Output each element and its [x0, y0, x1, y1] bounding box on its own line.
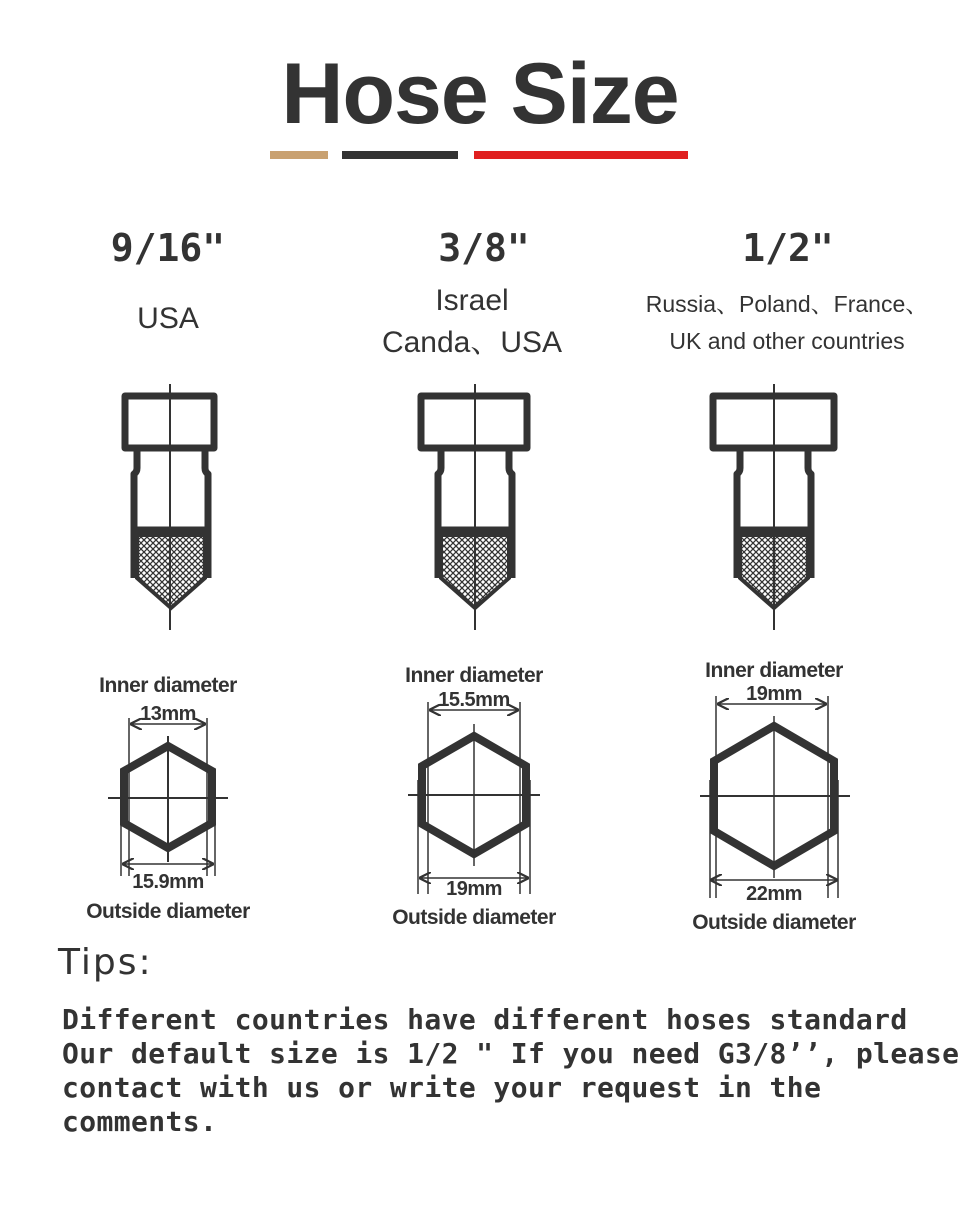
outer-diameter-value: 22mm	[746, 883, 802, 905]
country-line: USA	[137, 302, 199, 335]
inner-diameter-label: Inner diameter	[99, 674, 237, 697]
size-label-1-2: 1/2"	[742, 226, 834, 270]
country-text	[626, 286, 948, 360]
knurl-tip	[740, 535, 808, 608]
title-underline-dark	[342, 151, 458, 159]
country-line: Canda、USA	[381, 326, 563, 359]
size-label-3-8: 3/8"	[438, 226, 530, 270]
outer-diameter-value: 19mm	[446, 878, 502, 900]
inner-diameter-value: 13mm	[140, 703, 196, 725]
outside-diameter-label: Outside diameter	[392, 906, 556, 929]
tips-line: comments.	[62, 1105, 218, 1138]
outer-diameter-value: 15.9mm	[132, 871, 204, 893]
outside-diameter-label: Outside diameter	[692, 911, 856, 934]
inner-diameter-label: Inner diameter	[705, 659, 843, 682]
tips-line: Our default size is 1/2 " If you need G3/8’’, please	[62, 1037, 960, 1070]
tips-line: Different countries have different hoses standard	[62, 1003, 908, 1036]
size-label-9-16: 9/16"	[110, 226, 226, 270]
outside-diameter-label: Outside diameter	[86, 900, 250, 923]
country-line: Russia、Poland、France、	[645, 291, 929, 317]
inner-diameter-value: 15.5mm	[438, 689, 510, 711]
country-line: Israel	[435, 284, 509, 317]
country-text	[322, 280, 622, 364]
title-underline-red	[474, 151, 688, 159]
knurl-tip	[137, 535, 205, 608]
tips-heading: Tips:	[58, 942, 153, 983]
fitting-drawing	[713, 396, 834, 578]
inner-diameter-label: Inner diameter	[405, 664, 543, 687]
page-title: Hose Size	[281, 46, 679, 142]
hex-nut-drawing	[108, 718, 228, 876]
title-underline-tan	[270, 151, 328, 159]
fitting-drawing	[125, 396, 214, 578]
knurl-tip	[441, 535, 509, 608]
tips-line: contact with us or write your request in the	[62, 1071, 822, 1104]
inner-diameter-value: 19mm	[746, 683, 802, 705]
tips-body	[62, 1003, 960, 1139]
hex-nut-drawing	[408, 702, 540, 894]
country-text	[68, 298, 268, 340]
country-line: UK and other countries	[669, 328, 905, 354]
fitting-drawing	[421, 396, 527, 578]
hex-nut-drawing	[700, 696, 850, 898]
